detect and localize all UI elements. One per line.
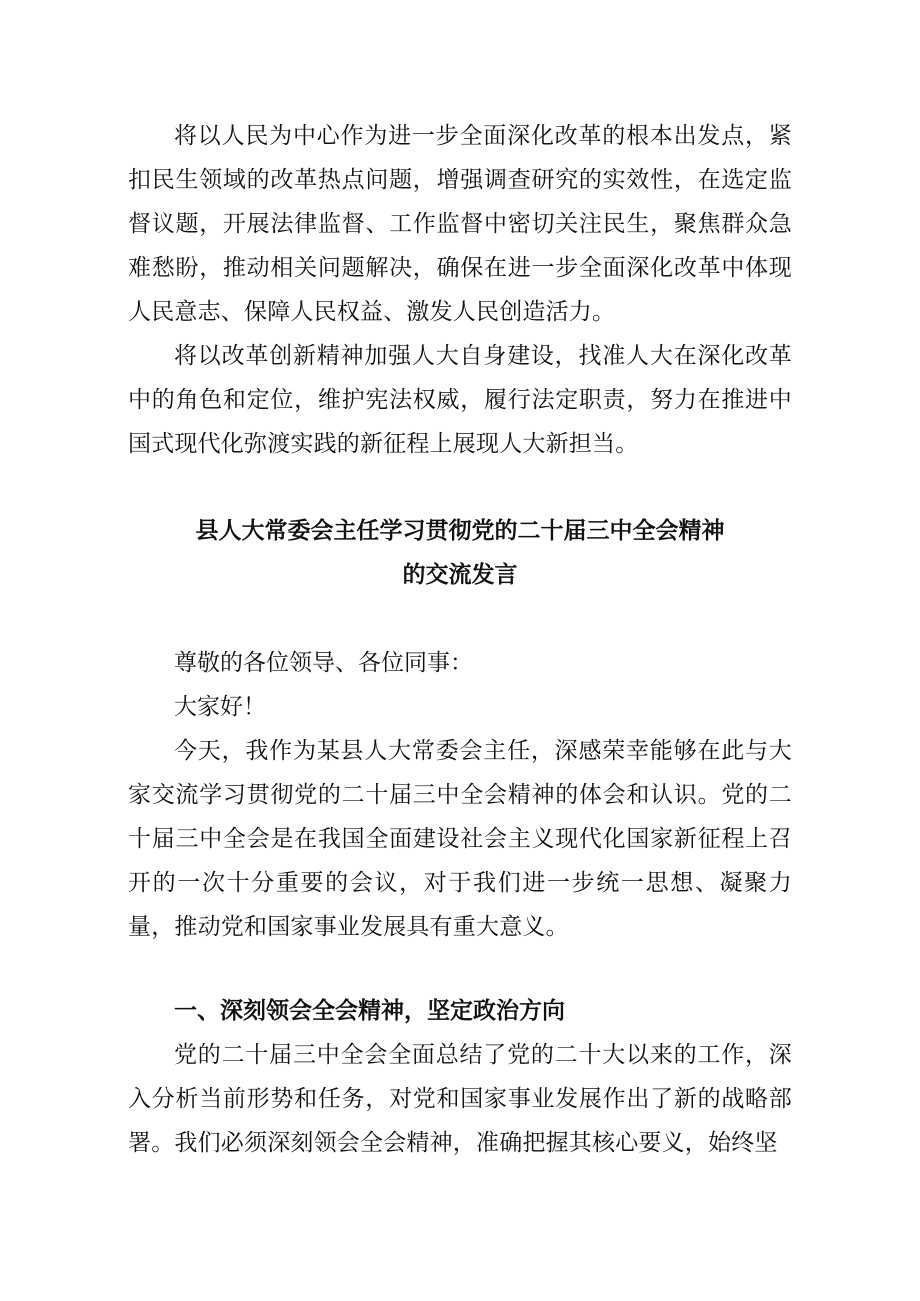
section-heading-1: 一、深刻领会全会精神，坚定政治方向 <box>174 998 565 1024</box>
greeting: 大家好！ <box>174 694 266 720</box>
paragraph-intro: 今天，我作为某县人大常委会主任，深感荣幸能够在此与大家交流学习贯彻党的二十届三中全会精神的体会和认识。党的二十届三中全会是在我国全面建设社会主义现代化国家新征程上召开的一次十分重要的会议，对于我们进一步统一思想、凝聚力量，推动党和国家事业发展具有重大意义。 <box>128 738 792 940</box>
paragraph-reform-innovation: 将以改革创新精神加强人大自身建设，找准人大在深化改革中的角色和定位，维护宪法权威，履行法定职责，努力在推进中国式现代化弥渡实践的新征程上展现人大新担当。 <box>128 343 792 457</box>
salutation: 尊敬的各位领导、各位同事： <box>174 650 473 676</box>
document-title-line-1: 县人大常委会主任学习贯彻党的二十届三中全会精神 <box>195 518 725 544</box>
paragraph-section-1: 党的二十届三中全会全面总结了党的二十大以来的工作，深入分析当前形势和任务，对党和国家事业发展作出了新的战略部署。我们必须深刻领会全会精神，准确把握其核心要义，始终坚 <box>128 1042 792 1156</box>
paragraph-people-centered: 将以人民为中心作为进一步全面深化改革的根本出发点，紧扣民生领域的改革热点问题，增强调查研究的实效性，在选定监督议题，开展法律监督、工作监督中密切关注民生，聚焦群众急难愁盼，推动相关问题解决，确保在进一步全面深化改革中体现人民意志、保障人民权益、激发人民创造活力。 <box>128 123 792 325</box>
document-title-line-2: 的交流发言 <box>402 562 518 588</box>
